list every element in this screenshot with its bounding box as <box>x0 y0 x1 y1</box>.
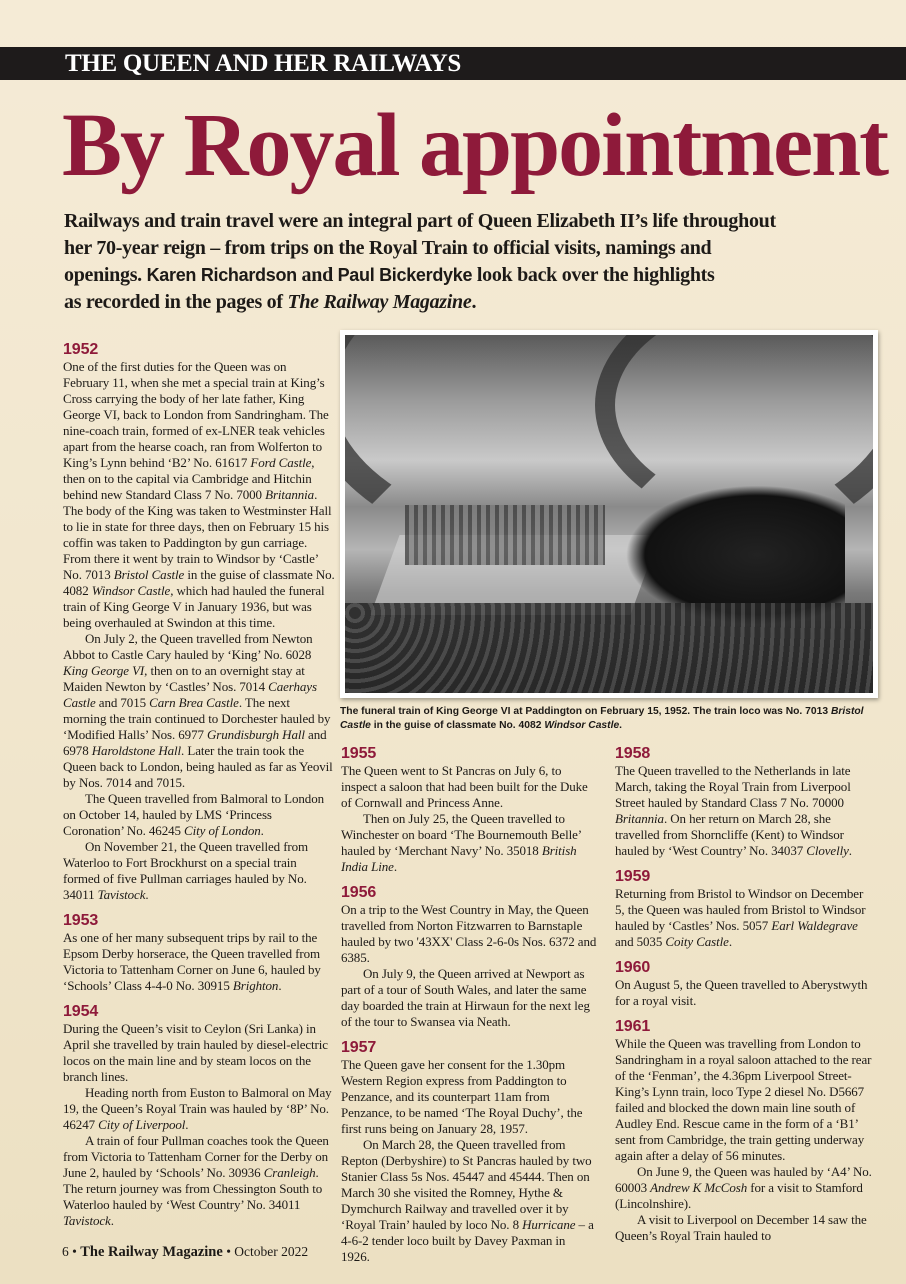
page-footer <box>62 1244 308 1261</box>
issue-date: October 2022 <box>234 1244 309 1259</box>
body-paragraph <box>63 791 335 839</box>
text-run: . The next morning the train continued to Dorchester hauled by ‘Modified Halls’ Nos. 6977 <box>63 695 331 742</box>
text-run: for a visit to Stamford (Lincolnshire). <box>615 1180 863 1211</box>
standfirst-line <box>64 235 894 262</box>
body-paragraph <box>341 966 597 1030</box>
text-run: . <box>393 859 397 874</box>
publication-name: The Railway Magazine <box>80 1244 223 1260</box>
body-paragraph <box>615 1036 873 1164</box>
text-run: , which had hauled the funeral train of King George V in January 1936, but was being overhauled at Swindon at this time. <box>63 583 325 630</box>
text-run: The Queen travelled to the Netherlands in late March, taking the Royal Train from Liverpool Street hauled by Standard Class 7 No. 70000 <box>615 763 851 810</box>
column-left <box>63 341 335 1238</box>
year-heading: 1958 <box>615 745 651 762</box>
year-heading: 1954 <box>63 1003 99 1020</box>
italic-name: City of Liverpool <box>98 1117 186 1132</box>
body-paragraph <box>615 886 873 950</box>
year-section-1953 <box>63 912 335 994</box>
body-paragraph <box>63 359 335 631</box>
text-run: . <box>278 978 282 993</box>
author-name: Paul Bickerdyke <box>337 265 473 285</box>
text-run: On July 2, the Queen travelled from Newton Abbot to Castle Cary hauled by ‘King’ No. 6028 <box>63 631 313 662</box>
article-title: By Royal appointment <box>62 96 888 195</box>
page-number: 6 <box>62 1244 69 1259</box>
text-run: As one of her many subsequent trips by rail to the Epsom Derby horserace, the Queen travelled from Victoria to Tattenham Corner on June 6, hauled by ‘Schools’ Class 4-4-0 No. 30915 <box>63 930 321 993</box>
text-run: and 5035 <box>615 934 666 949</box>
body-paragraph <box>63 1133 335 1229</box>
year-heading: 1953 <box>63 912 99 929</box>
italic-name: Bristol Castle <box>113 567 185 582</box>
text-run: . <box>471 291 477 313</box>
italic-name: Bristol Castle <box>340 706 864 731</box>
photo-image <box>345 335 873 693</box>
text-run: A visit to Liverpool on December 14 saw the Queen’s Royal Train hauled to <box>615 1212 867 1243</box>
standfirst <box>64 208 894 316</box>
text-run: Heading north from Euston to Balmoral on May 19, the Queen’s Royal Train was hauled by ‘8P’ No. 46247 <box>63 1085 332 1132</box>
body-paragraph <box>63 930 335 994</box>
italic-name: City of London <box>184 823 261 838</box>
standfirst-line <box>64 262 894 289</box>
year-section-1952 <box>63 341 335 903</box>
body-paragraph <box>63 1021 335 1085</box>
column-right <box>615 745 873 1253</box>
italic-name: Ford Castle <box>250 455 312 470</box>
text-run: . <box>619 720 623 731</box>
body-paragraph <box>341 811 597 875</box>
text-run: . <box>848 843 852 858</box>
body-paragraph <box>341 902 597 966</box>
text-run: . <box>185 1117 189 1132</box>
year-section-1959 <box>615 868 873 950</box>
photo-troops <box>405 505 605 565</box>
year-heading: 1955 <box>341 745 377 762</box>
text-run: – a 4-6-2 tender loco built by Davey Paxman in 1926. <box>341 1217 594 1264</box>
italic-name: Haroldstone Hall <box>91 743 182 758</box>
italic-name: Brighton <box>232 978 279 993</box>
italic-name: Earl Waldegrave <box>771 918 858 933</box>
text-run: , then on to the capital via Cambridge and Hitchin behind new Standard Class 7 No. 7000 <box>63 455 315 502</box>
year-section-1954 <box>63 1003 335 1229</box>
body-paragraph <box>615 977 873 1009</box>
italic-name: British India Line <box>341 843 577 874</box>
text-run: During the Queen’s visit to Ceylon (Sri Lanka) in April she travelled by train hauled by diesel-electric locos on the main line and by steam locos on the branch lines. <box>63 1021 328 1084</box>
year-section-1958 <box>615 745 873 859</box>
text-run: in the guise of classmate No. 4082 <box>63 567 335 598</box>
text-run: On November 21, the Queen travelled from Waterloo to Fort Brockhurst on a special train formed of five Pullman carriages hauled by No. 34011 <box>63 839 309 902</box>
italic-name: Tavistock <box>63 1213 111 1228</box>
text-run: and 6978 <box>63 727 327 758</box>
text-run: and <box>296 264 338 286</box>
body-paragraph <box>341 1057 597 1137</box>
text-run: The Queen travelled from Balmoral to London on October 14, hauled by LMS ‘Princess Coronation’ No. 46245 <box>63 791 325 838</box>
italic-name: Cranleigh <box>263 1165 316 1180</box>
photo-crowd <box>345 603 873 693</box>
italic-name: Andrew K McCosh <box>650 1180 748 1195</box>
body-paragraph <box>63 839 335 903</box>
body-paragraph <box>615 763 873 859</box>
text-run: . On her return on March 28, she travelled from Shorncliffe (Kent) to Windsor hauled by ‘West Country’ No. 34037 <box>615 811 844 858</box>
italic-name: Windsor Castle <box>544 720 620 731</box>
year-heading: 1956 <box>341 884 377 901</box>
text-run: . <box>728 934 732 949</box>
text-run: One of the first duties for the Queen was on February 11, when she met a special train at King’s Cross carrying the body of her late father, King George VI, back to London from Sandringham. The nine-coach train, formed of ex-LNER teak vehicles apart from the hearse coach, ran from Wolferton to King’s Lynn behind ‘B2’ No. 61617 <box>63 359 329 470</box>
text-run: On a trip to the West Country in May, the Queen travelled from Norton Fitzwarren to Barnstaple hauled by two '43XX' Class 2-6-0s Nos. 6372 and 6385. <box>341 902 597 965</box>
text-run: her 70-year reign – from trips on the Royal Train to official visits, namings and <box>64 237 712 259</box>
text-run: . <box>145 887 149 902</box>
italic-name: Coity Castle <box>665 934 729 949</box>
text-run: The funeral train of King George VI at Paddington on February 15, 1952. The train loco was No. 7013 <box>340 706 831 717</box>
text-run: . <box>260 823 264 838</box>
separator: • <box>68 1244 81 1259</box>
italic-name: Carn Brea Castle <box>149 695 239 710</box>
text-run: . Later the train took the Queen back to London, being hauled as far as Yeovil by Nos. 7014 and 7015. <box>63 743 333 790</box>
body-paragraph <box>63 631 335 791</box>
italic-name: Windsor Castle <box>91 583 171 598</box>
italic-name: Hurricane <box>522 1217 576 1232</box>
text-run: Railways and train travel were an integral part of Queen Elizabeth II’s life throughout <box>64 210 776 232</box>
text-run: While the Queen was travelling from London to Sandringham in a royal saloon attached to the rear of the ‘Fenman’, the 4.36pm Liverpool Street-King’s Lynn train, loco Type 2 diesel No. D5667 failed and blocked the down main line south of Audley End. Rescue came in the form of a ‘B1’ sent from Cambridge, the train getting underway again after a delay of 56 minutes. <box>615 1036 872 1163</box>
italic-name: Caerhays Castle <box>63 679 317 710</box>
italic-name: The Railway Magazine <box>287 291 472 313</box>
body-paragraph <box>615 1164 873 1212</box>
text-run: openings. <box>64 264 147 286</box>
photo-funeral-train <box>340 330 878 698</box>
year-section-1957 <box>341 1039 597 1265</box>
text-run: and 7015 <box>95 695 150 710</box>
year-heading: 1960 <box>615 959 651 976</box>
author-name: Karen Richardson <box>146 265 297 285</box>
photo-caption <box>340 705 885 733</box>
italic-name: Clovelly <box>806 843 849 858</box>
column-middle <box>341 745 597 1274</box>
body-paragraph <box>341 1137 597 1265</box>
body-paragraph <box>341 763 597 811</box>
year-heading: 1959 <box>615 868 651 885</box>
text-run: , then on to an overnight stay at Maiden Newton by ‘Castles’ Nos. 7014 <box>63 663 305 694</box>
italic-name: Britannia <box>615 811 664 826</box>
italic-name: Grundisburgh Hall <box>207 727 305 742</box>
body-paragraph <box>615 1212 873 1244</box>
italic-name: Britannia <box>265 487 315 502</box>
text-run: On August 5, the Queen travelled to Aberystwyth for a royal visit. <box>615 977 868 1008</box>
text-run: On June 9, the Queen was hauled by ‘A4’ No. 60003 <box>615 1164 872 1195</box>
text-run: . The body of the King was taken to Westminster Hall to lie in state for three days, then on February 15 his coffin was taken to Paddington by gun carriage. From there it went by train to Windsor by ‘Castle’ No. 7013 <box>63 487 332 582</box>
text-run: Returning from Bristol to Windsor on December 5, the Queen was hauled from Bristol to Windsor hauled by ‘Castles’ Nos. 5057 <box>615 886 866 933</box>
year-heading: 1952 <box>63 341 99 358</box>
text-run: as recorded in the pages of <box>64 291 288 313</box>
text-run: . The return journey was from Chessington South to Waterloo hauled by ‘West Country’ No. 34011 <box>63 1165 323 1212</box>
year-section-1961 <box>615 1018 873 1244</box>
text-run: . <box>110 1213 114 1228</box>
text-run: On July 9, the Queen arrived at Newport as part of a tour of South Wales, and later the same day boarded the train at Hirwaun for the next leg of the tour to Swansea via Neath. <box>341 966 590 1029</box>
standfirst-line <box>64 289 894 316</box>
section-bar <box>0 47 906 80</box>
year-heading: 1957 <box>341 1039 377 1056</box>
text-run: look back over the highlights <box>472 264 715 286</box>
year-heading: 1961 <box>615 1018 651 1035</box>
text-run: Then on July 25, the Queen travelled to Winchester on board ‘The Bournemouth Belle’ hauled by ‘Merchant Navy’ No. 35018 <box>341 811 582 858</box>
text-run: The Queen gave her consent for the 1.30pm Western Region express from Paddington to Penzance, and its counterpart 11am from Penzance, to be named ‘The Royal Duchy’, the first runs being on January 28, 1957. <box>341 1057 583 1136</box>
year-section-1960 <box>615 959 873 1009</box>
year-section-1955 <box>341 745 597 875</box>
italic-name: Tavistock <box>97 887 146 902</box>
section-title: THE QUEEN AND HER RAILWAYS <box>65 50 462 77</box>
text-run: The Queen went to St Pancras on July 6, to inspect a saloon that had been built for the Duke of Cornwall and Princess Anne. <box>341 763 588 810</box>
body-paragraph <box>63 1085 335 1133</box>
year-section-1956 <box>341 884 597 1030</box>
text-run: A train of four Pullman coaches took the Queen from Victoria to Tattenham Corner for the Derby on June 2, hauled by ‘Schools’ No. 30936 <box>63 1133 329 1180</box>
text-run: On March 28, the Queen travelled from Repton (Derbyshire) to St Pancras hauled by two Stanier Class 5s Nos. 45447 and 45444. Then on March 30 she visited the Romney, Hythe & Dymchurch Railway and travelled over it by ‘Royal Train’ hauled by loco No. 8 <box>341 1137 592 1232</box>
separator: • <box>222 1244 235 1259</box>
text-run: in the guise of classmate No. 4082 <box>370 720 545 731</box>
italic-name: King George VI <box>63 663 145 678</box>
standfirst-line <box>64 208 894 235</box>
